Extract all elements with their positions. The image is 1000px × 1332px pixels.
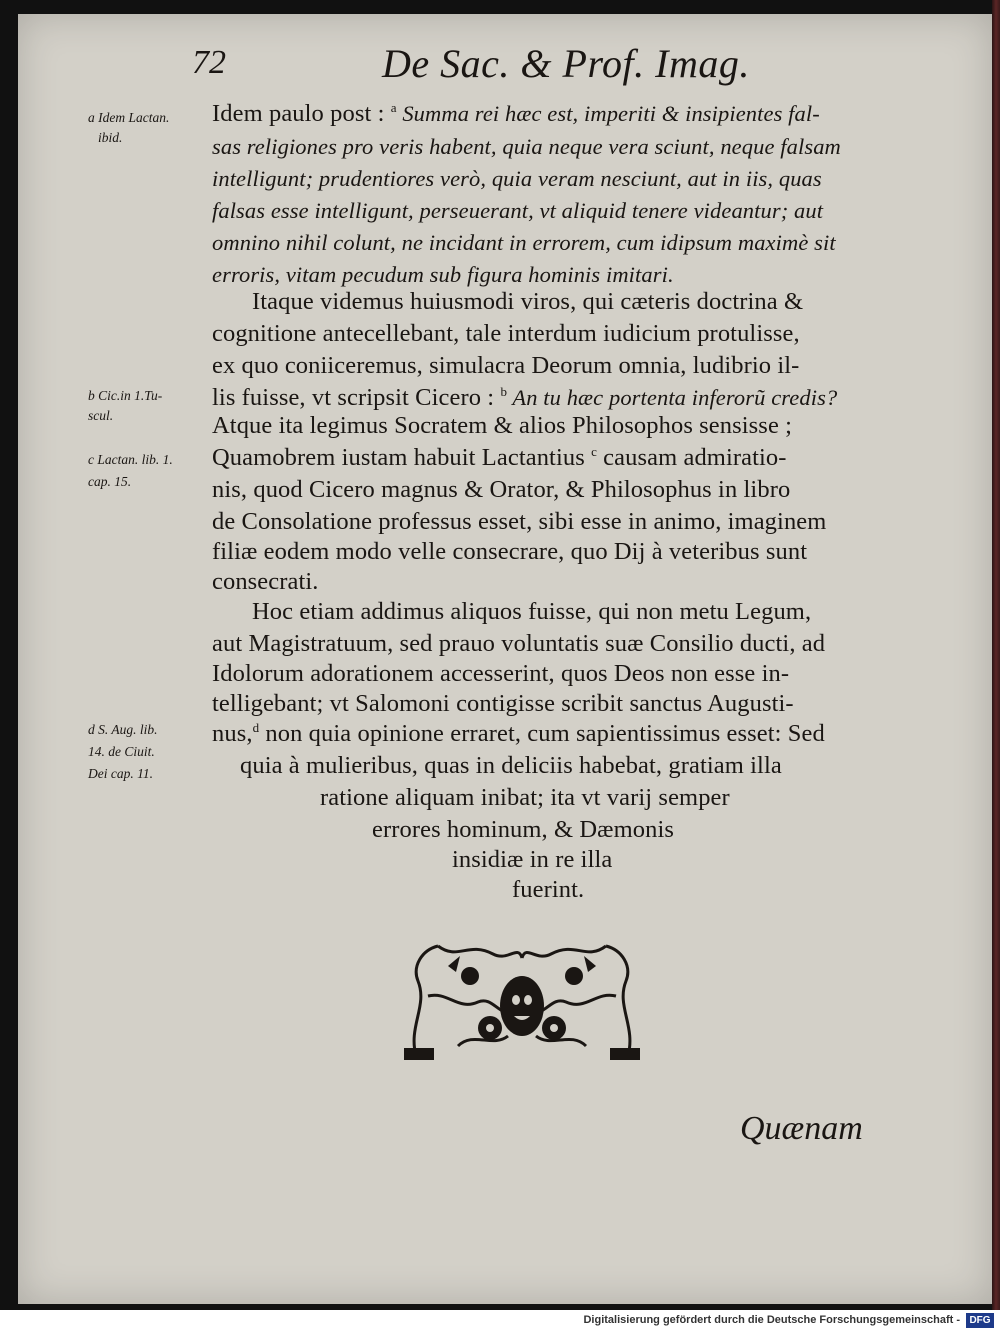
- body-line: cognitione antecellebant, tale interdum iudicium protulisse,: [212, 320, 800, 347]
- margin-note-a-line-1: a Idem Lactan.: [88, 110, 170, 125]
- body-text: causam admiratio-: [596, 444, 787, 472]
- body-text: non quia opinione erraret, cum sapientissimus esset: Sed: [259, 720, 825, 748]
- running-title: De Sac. & Prof. Imag.: [382, 41, 750, 86]
- body-line: erroris, vitam pecudum sub figura hominis imitari.: [212, 262, 674, 287]
- body-line: [212, 444, 787, 472]
- body-text: nus,: [212, 720, 253, 748]
- footnote-marker: d: [252, 720, 260, 735]
- catchword: Quænam: [740, 1110, 863, 1147]
- body-line: errores hominum, & Dæmonis: [372, 816, 675, 843]
- body-line: omnino nihil colunt, ne incidant in errorem, cum idipsum maximè sit: [212, 230, 836, 255]
- body-line: Itaque videmus huiusmodi viros, qui cæteris doctrina &: [252, 288, 804, 315]
- body-line: nis, quod Cicero magnus & Orator, & Philosophus in libro: [212, 476, 791, 503]
- margin-note-c-line-1: c Lactan. lib. 1.: [88, 452, 173, 467]
- margin-note-c-line-2: cap. 15.: [88, 474, 132, 489]
- body-line: [212, 384, 837, 412]
- body-line: de Consolatione professus esset, sibi esse in animo, imaginem: [212, 508, 827, 535]
- margin-note-d-line-3: Dei cap. 11.: [88, 766, 153, 781]
- body-line: [212, 100, 820, 128]
- margin-note-d-line-2: 14. de Ciuit.: [88, 744, 155, 759]
- quoted-text: Summa rei hæc est, imperiti & insipientes fal-: [396, 101, 820, 127]
- body-line: Atque ita legimus Socratem & alios Philosophos sensisse ;: [212, 412, 793, 439]
- body-text: Idem paulo post :: [212, 100, 391, 128]
- printers-ornament: [398, 936, 646, 1064]
- body-line: filiæ eodem modo velle consecrare, quo Dij à veteribus sunt: [212, 538, 808, 565]
- body-line: intelligunt; prudentiores verò, quia veram nesciunt, aut in iis, quas: [212, 166, 822, 191]
- margin-note-d-line-1: d S. Aug. lib.: [88, 722, 158, 737]
- body-line: consecrati.: [212, 568, 319, 595]
- body-text: lis fuisse, vt scripsit Cicero :: [212, 384, 501, 412]
- body-line: ratione aliquam inibat; ita vt varij semper: [320, 784, 730, 811]
- body-line: sas religiones pro veris habent, quia neque vera sciunt, neque falsam: [212, 134, 841, 159]
- body-line: [212, 720, 825, 748]
- body-line: falsas esse intelligunt, perseuerant, vt aliquid tenere videantur; aut: [212, 198, 824, 223]
- margin-note-a-line-2: ibid.: [98, 130, 123, 145]
- footnote-marker: c: [591, 444, 597, 459]
- margin-note-b-line-2: scul.: [88, 408, 114, 423]
- footnote-marker: a: [390, 100, 397, 115]
- dfg-logo: DFG: [966, 1313, 994, 1328]
- page-number: 72: [192, 44, 226, 81]
- body-line: aut Magistratuum, sed prauo voluntatis suæ Consilio ducti, ad: [212, 630, 826, 657]
- margin-note-b-line-1: b Cic.in 1.Tu-: [88, 388, 163, 403]
- digitization-footer: [0, 1310, 1000, 1332]
- body-line: telligebant; vt Salomoni contigisse scribit sanctus Augusti-: [212, 690, 794, 717]
- body-line: Idolorum adorationem accesserint, quos Deos non esse in-: [212, 660, 790, 687]
- binding-edge: [992, 0, 1000, 1310]
- body-line: insidiæ in re illa: [452, 846, 613, 873]
- body-text: Quamobrem iustam habuit Lactantius: [212, 444, 592, 472]
- quoted-text: An tu hæc portenta inferorũ credis?: [507, 385, 838, 411]
- body-line: fuerint.: [512, 876, 585, 903]
- body-line: Hoc etiam addimus aliquos fuisse, qui non metu Legum,: [252, 598, 812, 625]
- footnote-marker: b: [500, 384, 508, 399]
- footer-credit: Digitalisierung gefördert durch die Deutsche Forschungsgemeinschaft -: [583, 1314, 960, 1326]
- body-line: ex quo coniiceremus, simulacra Deorum omnia, ludibrio il-: [212, 352, 800, 379]
- body-line: quia à mulieribus, quas in deliciis habebat, gratiam illa: [240, 752, 782, 779]
